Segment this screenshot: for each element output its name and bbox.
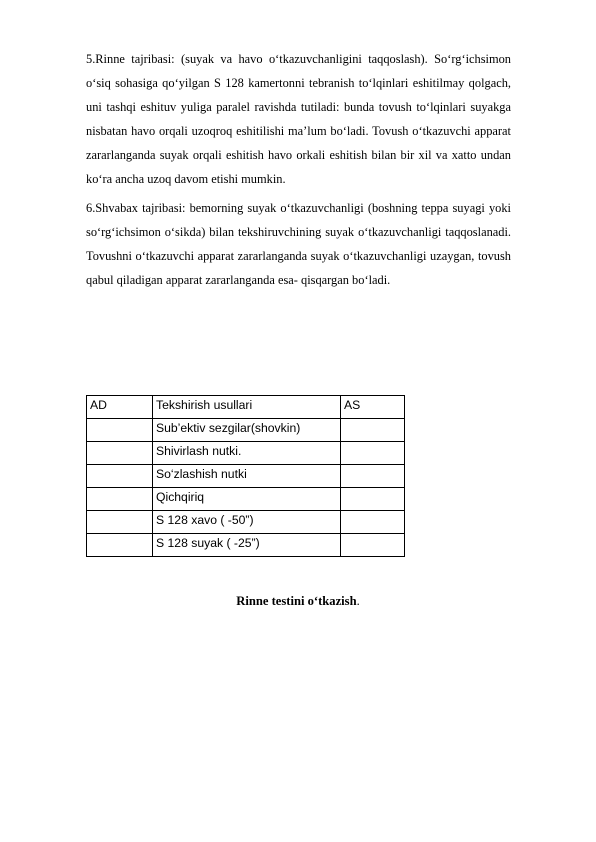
header-ad: AD — [87, 396, 153, 419]
cell-method: S 128 suyak ( -25”) — [153, 534, 341, 557]
cell-ad — [87, 488, 153, 511]
caption-title: Rinne testini o‘tkazish — [236, 594, 357, 608]
cell-method: Qichqiriq — [153, 488, 341, 511]
cell-method: S 128 xavo ( -50”) — [153, 511, 341, 534]
table-row — [87, 465, 405, 488]
cell-method: Shivirlash nutki. — [153, 442, 341, 465]
table-row — [87, 488, 405, 511]
header-as: AS — [341, 396, 405, 419]
cell-as — [341, 419, 405, 442]
cell-as — [341, 534, 405, 557]
hearing-test-table — [86, 395, 405, 557]
cell-as — [341, 442, 405, 465]
paragraph-rinne-test: 5.Rinne tajribasi: (suyak va havo o‘tkazuvchanligini taqqoslash). So‘rg‘ichsimon o‘siq sohasiga qo‘yilgan S 128 kamertonni tebranish to‘lqinlari eshitilmay qolgach, uni tashqi eshituv yuliga paralel ravishda tutiladi: bunda tovush to‘lqinlari suyakga nisbatan havo orqali uzoqroq eshitilishi ma’lum bo‘ladi. Tovush o‘tkazuvchi apparat zararlanganda suyak orqali eshitish havo orkali eshitish bilan bir xil va xatto undan ko‘ra ancha uzoq davom etishi mumkin. — [86, 52, 511, 186]
cell-ad — [87, 534, 153, 557]
cell-as — [341, 511, 405, 534]
cell-method: So‘zlashish nutki — [153, 465, 341, 488]
cell-method: Sub’ektiv sezgilar(shovkin) — [153, 419, 341, 442]
cell-ad — [87, 419, 153, 442]
cell-as — [341, 465, 405, 488]
table-header-row — [87, 396, 405, 419]
cell-ad — [87, 442, 153, 465]
paragraph-shvabax-test: 6.Shvabax tajribasi: bemorning suyak o‘tkazuvchanligi (boshning teppa suyagi yoki so‘rg‘ichsimon o‘sikda) bilan tekshiruvchining suyak o‘tkazuvchanligi taqqoslanadi. Tovushni o‘tkazuvchi apparat zararlanganda suyak o‘tkazuvchanligi uzaygan, tovush qabul qiladigan apparat zararlanganda esa- qisqargan bo‘ladi. — [86, 201, 511, 287]
cell-as — [341, 488, 405, 511]
table-row — [87, 534, 405, 557]
header-methods: Tekshirish usullari — [153, 396, 341, 419]
cell-ad — [87, 511, 153, 534]
table-row — [87, 419, 405, 442]
table-row — [87, 442, 405, 465]
table-caption — [0, 594, 596, 609]
table-row — [87, 511, 405, 534]
caption-period: . — [356, 594, 360, 608]
cell-ad — [87, 465, 153, 488]
